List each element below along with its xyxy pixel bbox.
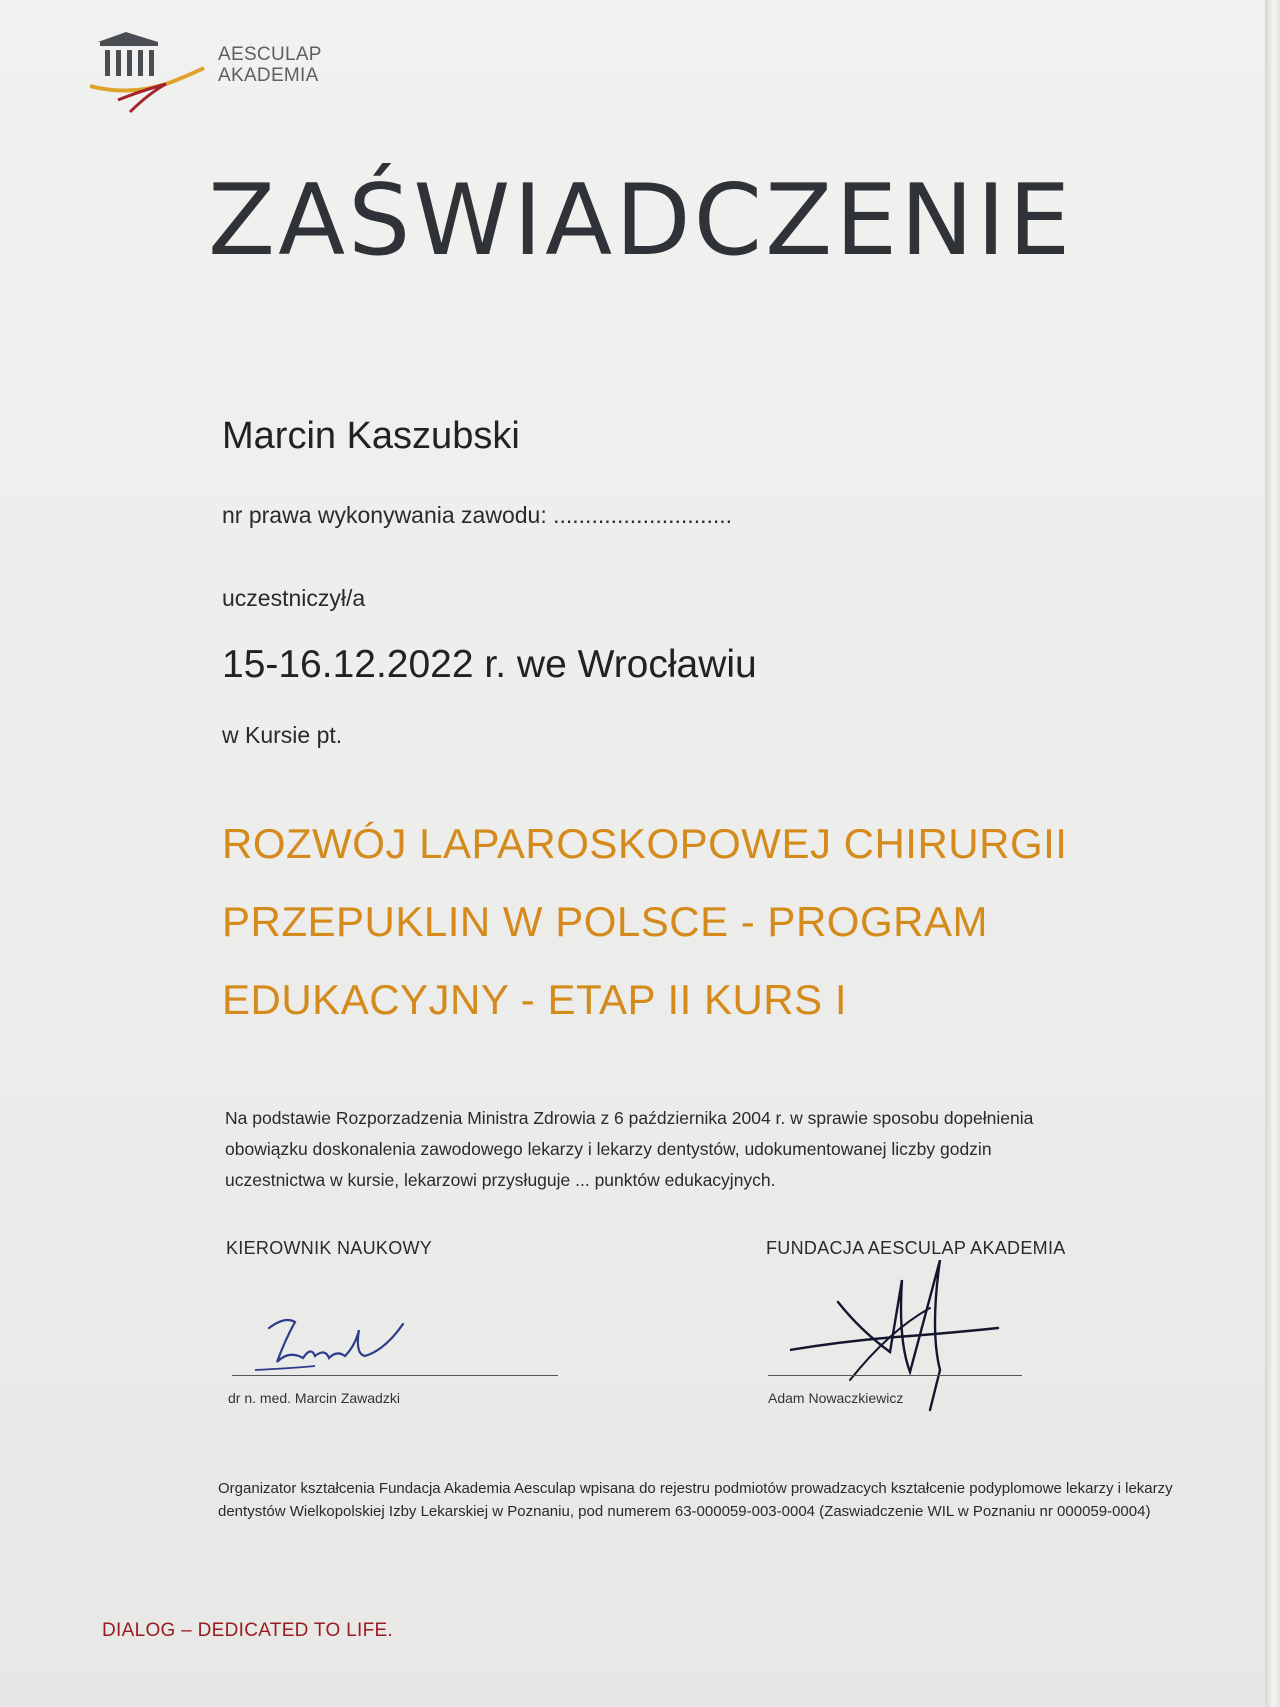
legal-line: obowiązku doskonalenia zawodowego lekarzy i lekarzy dentystów, udokumentowanej liczby godzin <box>225 1139 992 1159</box>
participated-label: uczestniczył/a <box>222 585 366 611</box>
logo-line-aesculap: AESCULAP <box>218 44 322 65</box>
organizer-line: Organizator kształcenia Fundacja Akademia Aesculap wpisana do rejestru podmiotów prowadzacych kształcenie podyplomowe lekarzy i lekarzy <box>218 1480 1173 1497</box>
scientific-director-label: KIEROWNIK NAUKOWY <box>226 1238 433 1258</box>
paper-edge <box>1265 0 1280 1707</box>
license-number-line: nr prawa wykonywania zawodu: ............................ <box>222 502 733 528</box>
logo-line-akademia: AKADEMIA <box>218 65 319 86</box>
legal-basis-paragraph <box>225 1103 1125 1196</box>
certificate-title: ZAŚWIADCZENIE <box>208 164 1074 278</box>
course-title-line: EDUKACYJNY - ETAP II KURS I <box>222 976 847 1023</box>
organizer-line: dentystów Wielkopolskiej Izby Lekarskiej w Poznaniu, pod numerem 63-000059-003-0004 (Zaswiadczenie WIL w Poznaniu nr 000059-0004) <box>218 1503 1151 1520</box>
brand-slogan: DIALOG – DEDICATED TO LIFE. <box>102 1620 394 1641</box>
legal-line: Na podstawie Rozporzadzenia Ministra Zdrowia z 6 października 2004 r. w sprawie sposobu dopełnienia <box>225 1108 1034 1128</box>
course-title-line: PRZEPUKLIN W POLSCE - PROGRAM <box>222 898 988 945</box>
foundation-label: FUNDACJA AESCULAP AKADEMIA <box>766 1238 1066 1258</box>
course-title-line: ROZWÓJ LAPAROSKOPOWEJ CHIRURGII <box>222 820 1068 867</box>
left-handwritten-signature <box>255 1310 455 1380</box>
course-title <box>222 805 1222 1039</box>
left-signer-name: dr n. med. Marcin Zawadzki <box>228 1390 400 1406</box>
right-signature-line <box>768 1375 1022 1376</box>
participant-name: Marcin Kaszubski <box>222 415 520 457</box>
right-signer-name: Adam Nowaczkiewicz <box>768 1390 904 1406</box>
temple-columns-swoosh-icon <box>88 30 218 130</box>
aesculap-logo <box>88 30 322 130</box>
logo-wordmark <box>218 44 322 86</box>
organizer-registration-note <box>218 1477 1258 1523</box>
course-date-place: 15-16.12.2022 r. we Wrocławiu <box>222 643 757 686</box>
course-intro-label: w Kursie pt. <box>222 722 343 748</box>
legal-line: uczestnictwa w kursie, lekarzowi przysługuje ... punktów edukacyjnych. <box>225 1170 776 1190</box>
left-signature-line <box>232 1375 558 1376</box>
